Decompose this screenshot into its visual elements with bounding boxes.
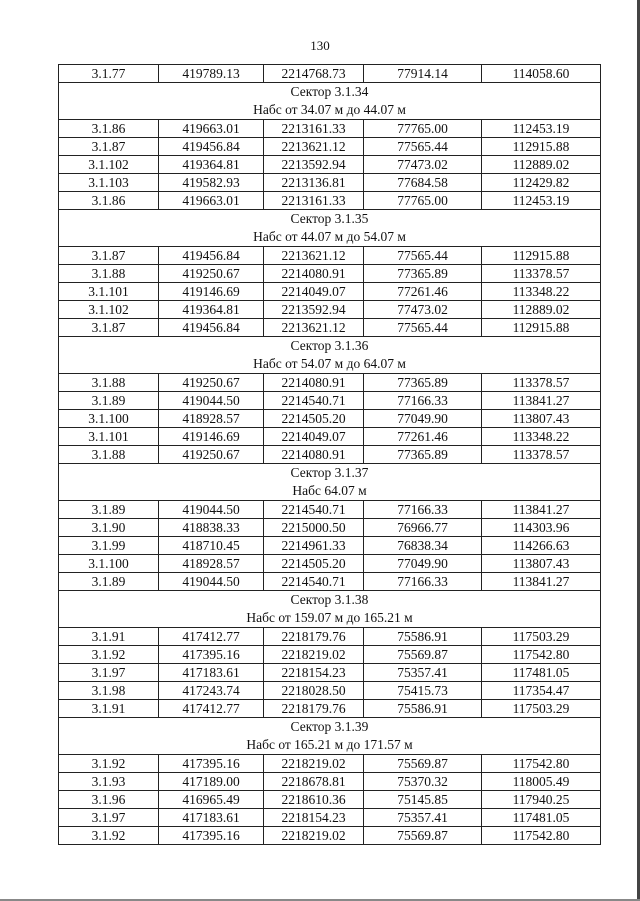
local-y-cell: 113348.22 — [482, 428, 601, 446]
table-row — [59, 120, 601, 138]
y-coord-cell: 2213621.12 — [264, 138, 364, 156]
point-id-cell: 3.1.98 — [59, 682, 159, 700]
table-row — [59, 192, 601, 210]
x-coord-cell: 419456.84 — [159, 319, 264, 337]
y-coord-cell: 2214540.71 — [264, 392, 364, 410]
local-y-cell: 113807.43 — [482, 410, 601, 428]
local-x-cell: 77565.44 — [364, 247, 482, 265]
x-coord-cell: 417412.77 — [159, 628, 264, 646]
point-id-cell: 3.1.77 — [59, 65, 159, 83]
local-x-cell: 75569.87 — [364, 755, 482, 773]
table-row — [59, 700, 601, 718]
local-x-cell: 75569.87 — [364, 646, 482, 664]
x-coord-cell: 419044.50 — [159, 501, 264, 519]
local-x-cell: 77166.33 — [364, 501, 482, 519]
table-row — [59, 247, 601, 265]
local-x-cell: 75145.85 — [364, 791, 482, 809]
sector-header-row — [59, 718, 601, 755]
local-x-cell: 77365.89 — [364, 446, 482, 464]
local-y-cell: 117481.05 — [482, 664, 601, 682]
x-coord-cell: 419663.01 — [159, 120, 264, 138]
y-coord-cell: 2214540.71 — [264, 573, 364, 591]
x-coord-cell: 417183.61 — [159, 664, 264, 682]
local-x-cell: 77473.02 — [364, 301, 482, 319]
table-row — [59, 773, 601, 791]
table-row — [59, 428, 601, 446]
table-row — [59, 573, 601, 591]
local-y-cell: 112915.88 — [482, 247, 601, 265]
y-coord-cell: 2213161.33 — [264, 120, 364, 138]
local-x-cell: 77365.89 — [364, 374, 482, 392]
x-coord-cell: 417243.74 — [159, 682, 264, 700]
point-id-cell: 3.1.102 — [59, 156, 159, 174]
y-coord-cell: 2218154.23 — [264, 809, 364, 827]
point-id-cell: 3.1.91 — [59, 628, 159, 646]
sector-title: Сектор 3.1.38 — [290, 592, 369, 607]
local-x-cell: 75569.87 — [364, 827, 482, 845]
y-coord-cell: 2218028.50 — [264, 682, 364, 700]
table-row — [59, 519, 601, 537]
coordinates-table — [58, 64, 601, 845]
local-x-cell: 77049.90 — [364, 410, 482, 428]
y-coord-cell: 2218179.76 — [264, 700, 364, 718]
y-coord-cell: 2218179.76 — [264, 628, 364, 646]
table-row — [59, 827, 601, 845]
local-x-cell: 77365.89 — [364, 265, 482, 283]
x-coord-cell: 418710.45 — [159, 537, 264, 555]
point-id-cell: 3.1.92 — [59, 646, 159, 664]
local-x-cell: 77765.00 — [364, 192, 482, 210]
y-coord-cell: 2214961.33 — [264, 537, 364, 555]
table-row — [59, 682, 601, 700]
y-coord-cell: 2218219.02 — [264, 827, 364, 845]
local-x-cell: 77914.14 — [364, 65, 482, 83]
x-coord-cell: 419789.13 — [159, 65, 264, 83]
sector-title: Сектор 3.1.37 — [290, 465, 369, 480]
local-y-cell: 117354.47 — [482, 682, 601, 700]
sector-title: Сектор 3.1.34 — [290, 84, 369, 99]
local-y-cell: 112915.88 — [482, 138, 601, 156]
sector-header-cell — [59, 337, 601, 374]
x-coord-cell: 419146.69 — [159, 283, 264, 301]
local-x-cell: 77261.46 — [364, 428, 482, 446]
y-coord-cell: 2213136.81 — [264, 174, 364, 192]
x-coord-cell: 418928.57 — [159, 410, 264, 428]
table-row — [59, 791, 601, 809]
local-y-cell: 112889.02 — [482, 156, 601, 174]
local-y-cell: 114058.60 — [482, 65, 601, 83]
local-x-cell: 75357.41 — [364, 809, 482, 827]
sector-height-range: Набс от 165.21 м до 171.57 м — [246, 737, 413, 752]
y-coord-cell: 2214768.73 — [264, 65, 364, 83]
x-coord-cell: 417395.16 — [159, 755, 264, 773]
table-row — [59, 809, 601, 827]
local-x-cell: 75415.73 — [364, 682, 482, 700]
sector-height-range: Набс от 34.07 м до 44.07 м — [253, 102, 406, 117]
sector-height-range: Набс от 44.07 м до 54.07 м — [253, 229, 406, 244]
local-y-cell: 117542.80 — [482, 646, 601, 664]
coordinates-table-body — [59, 65, 601, 845]
x-coord-cell: 419044.50 — [159, 392, 264, 410]
local-x-cell: 75586.91 — [364, 628, 482, 646]
local-y-cell: 113841.27 — [482, 573, 601, 591]
local-y-cell: 117940.25 — [482, 791, 601, 809]
y-coord-cell: 2218154.23 — [264, 664, 364, 682]
local-x-cell: 75357.41 — [364, 664, 482, 682]
sector-height-range: Набс от 54.07 м до 64.07 м — [253, 356, 406, 371]
x-coord-cell: 417395.16 — [159, 646, 264, 664]
local-y-cell: 112429.82 — [482, 174, 601, 192]
table-row — [59, 664, 601, 682]
table-row — [59, 646, 601, 664]
local-y-cell: 113378.57 — [482, 446, 601, 464]
sector-header-cell — [59, 464, 601, 501]
local-y-cell: 113378.57 — [482, 374, 601, 392]
point-id-cell: 3.1.89 — [59, 501, 159, 519]
table-row — [59, 319, 601, 337]
point-id-cell: 3.1.96 — [59, 791, 159, 809]
y-coord-cell: 2214049.07 — [264, 428, 364, 446]
x-coord-cell: 419250.67 — [159, 374, 264, 392]
x-coord-cell: 419663.01 — [159, 192, 264, 210]
sector-height-range: Набс от 159.07 м до 165.21 м — [246, 610, 413, 625]
point-id-cell: 3.1.101 — [59, 428, 159, 446]
point-id-cell: 3.1.88 — [59, 446, 159, 464]
x-coord-cell: 419456.84 — [159, 138, 264, 156]
local-y-cell: 117503.29 — [482, 628, 601, 646]
point-id-cell: 3.1.87 — [59, 247, 159, 265]
table-row — [59, 501, 601, 519]
point-id-cell: 3.1.88 — [59, 374, 159, 392]
y-coord-cell: 2214505.20 — [264, 410, 364, 428]
point-id-cell: 3.1.103 — [59, 174, 159, 192]
y-coord-cell: 2213621.12 — [264, 247, 364, 265]
local-x-cell: 76838.34 — [364, 537, 482, 555]
point-id-cell: 3.1.97 — [59, 664, 159, 682]
local-x-cell: 77565.44 — [364, 138, 482, 156]
point-id-cell: 3.1.89 — [59, 573, 159, 591]
local-y-cell: 112453.19 — [482, 120, 601, 138]
x-coord-cell: 419364.81 — [159, 301, 264, 319]
local-x-cell: 77166.33 — [364, 392, 482, 410]
x-coord-cell: 417183.61 — [159, 809, 264, 827]
local-x-cell: 77565.44 — [364, 319, 482, 337]
point-id-cell: 3.1.87 — [59, 138, 159, 156]
x-coord-cell: 419044.50 — [159, 573, 264, 591]
table-row — [59, 537, 601, 555]
y-coord-cell: 2214080.91 — [264, 446, 364, 464]
local-x-cell: 77473.02 — [364, 156, 482, 174]
y-coord-cell: 2214080.91 — [264, 374, 364, 392]
point-id-cell: 3.1.91 — [59, 700, 159, 718]
x-coord-cell: 419456.84 — [159, 247, 264, 265]
local-x-cell: 77684.58 — [364, 174, 482, 192]
local-x-cell: 77765.00 — [364, 120, 482, 138]
local-y-cell: 117481.05 — [482, 809, 601, 827]
local-y-cell: 113841.27 — [482, 392, 601, 410]
sector-header-cell — [59, 591, 601, 628]
point-id-cell: 3.1.87 — [59, 319, 159, 337]
local-y-cell: 113348.22 — [482, 283, 601, 301]
y-coord-cell: 2213592.94 — [264, 301, 364, 319]
table-row — [59, 174, 601, 192]
point-id-cell: 3.1.101 — [59, 283, 159, 301]
sector-header-row — [59, 591, 601, 628]
sector-title: Сектор 3.1.39 — [290, 719, 369, 734]
sector-header-row — [59, 337, 601, 374]
local-x-cell: 77166.33 — [364, 573, 482, 591]
table-row — [59, 301, 601, 319]
point-id-cell: 3.1.93 — [59, 773, 159, 791]
local-y-cell: 112889.02 — [482, 301, 601, 319]
y-coord-cell: 2215000.50 — [264, 519, 364, 537]
x-coord-cell: 419250.67 — [159, 265, 264, 283]
local-y-cell: 117542.80 — [482, 827, 601, 845]
y-coord-cell: 2213621.12 — [264, 319, 364, 337]
point-id-cell: 3.1.92 — [59, 755, 159, 773]
table-row — [59, 555, 601, 573]
local-y-cell: 117542.80 — [482, 755, 601, 773]
sector-header-cell — [59, 210, 601, 247]
point-id-cell: 3.1.88 — [59, 265, 159, 283]
local-x-cell: 76966.77 — [364, 519, 482, 537]
sector-header-row — [59, 464, 601, 501]
y-coord-cell: 2213161.33 — [264, 192, 364, 210]
local-y-cell: 114303.96 — [482, 519, 601, 537]
x-coord-cell: 418928.57 — [159, 555, 264, 573]
sector-header-cell — [59, 83, 601, 120]
x-coord-cell: 416965.49 — [159, 791, 264, 809]
y-coord-cell: 2218610.36 — [264, 791, 364, 809]
table-row — [59, 138, 601, 156]
table-row — [59, 265, 601, 283]
table-row — [59, 156, 601, 174]
point-id-cell: 3.1.92 — [59, 827, 159, 845]
table-row — [59, 628, 601, 646]
point-id-cell: 3.1.86 — [59, 192, 159, 210]
local-x-cell: 77049.90 — [364, 555, 482, 573]
table-row — [59, 374, 601, 392]
sector-header-row — [59, 83, 601, 120]
sector-header-cell — [59, 718, 601, 755]
table-row — [59, 410, 601, 428]
sector-title: Сектор 3.1.35 — [290, 211, 369, 226]
local-y-cell: 117503.29 — [482, 700, 601, 718]
sector-header-row — [59, 210, 601, 247]
local-y-cell: 112915.88 — [482, 319, 601, 337]
x-coord-cell: 419146.69 — [159, 428, 264, 446]
table-row — [59, 392, 601, 410]
point-id-cell: 3.1.97 — [59, 809, 159, 827]
local-y-cell: 113841.27 — [482, 501, 601, 519]
y-coord-cell: 2218219.02 — [264, 755, 364, 773]
table-row — [59, 283, 601, 301]
local-y-cell: 113378.57 — [482, 265, 601, 283]
y-coord-cell: 2213592.94 — [264, 156, 364, 174]
table-row — [59, 755, 601, 773]
point-id-cell: 3.1.99 — [59, 537, 159, 555]
x-coord-cell: 417412.77 — [159, 700, 264, 718]
point-id-cell: 3.1.100 — [59, 410, 159, 428]
point-id-cell: 3.1.100 — [59, 555, 159, 573]
table-row — [59, 446, 601, 464]
local-y-cell: 113807.43 — [482, 555, 601, 573]
local-x-cell: 77261.46 — [364, 283, 482, 301]
sector-title: Сектор 3.1.36 — [290, 338, 369, 353]
y-coord-cell: 2214505.20 — [264, 555, 364, 573]
y-coord-cell: 2214049.07 — [264, 283, 364, 301]
x-coord-cell: 419364.81 — [159, 156, 264, 174]
y-coord-cell: 2214080.91 — [264, 265, 364, 283]
point-id-cell: 3.1.90 — [59, 519, 159, 537]
local-y-cell: 112453.19 — [482, 192, 601, 210]
y-coord-cell: 2214540.71 — [264, 501, 364, 519]
local-x-cell: 75370.32 — [364, 773, 482, 791]
x-coord-cell: 417395.16 — [159, 827, 264, 845]
x-coord-cell: 419250.67 — [159, 446, 264, 464]
table-row — [59, 65, 601, 83]
point-id-cell: 3.1.102 — [59, 301, 159, 319]
sector-height-range: Набс 64.07 м — [292, 483, 367, 498]
y-coord-cell: 2218678.81 — [264, 773, 364, 791]
x-coord-cell: 418838.33 — [159, 519, 264, 537]
y-coord-cell: 2218219.02 — [264, 646, 364, 664]
point-id-cell: 3.1.86 — [59, 120, 159, 138]
page-number: 130 — [310, 38, 330, 53]
x-coord-cell: 419582.93 — [159, 174, 264, 192]
local-y-cell: 114266.63 — [482, 537, 601, 555]
local-y-cell: 118005.49 — [482, 773, 601, 791]
x-coord-cell: 417189.00 — [159, 773, 264, 791]
local-x-cell: 75586.91 — [364, 700, 482, 718]
point-id-cell: 3.1.89 — [59, 392, 159, 410]
